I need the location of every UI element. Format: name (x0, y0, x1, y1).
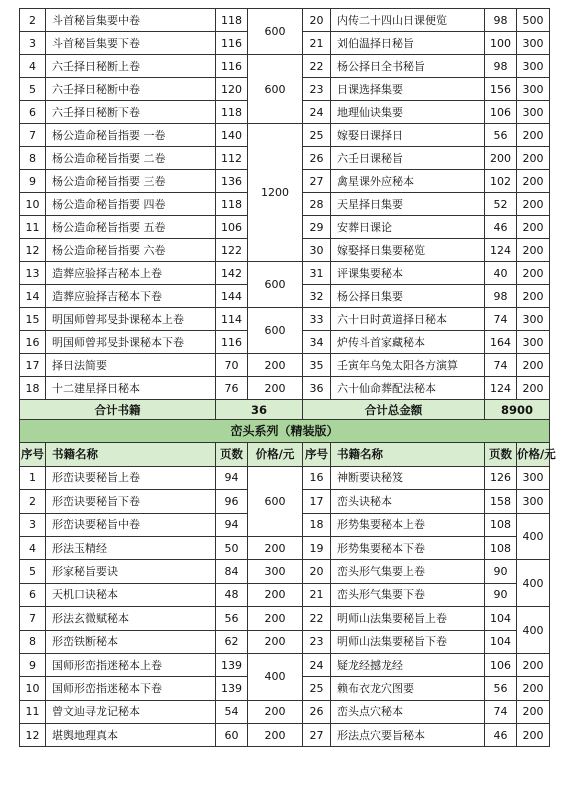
book-number: 26 (303, 700, 331, 723)
series-2-body (20, 420, 556, 747)
page-count: 56 (216, 607, 248, 630)
page-count: 50 (216, 536, 248, 559)
page-count: 62 (216, 630, 248, 653)
price-cell: 300 (517, 101, 550, 124)
book-title: 嫁娶日课择日 (331, 124, 485, 147)
page-count: 52 (485, 193, 517, 216)
book-title: 形法点穴要旨秘本 (331, 724, 485, 747)
page-count: 118 (216, 9, 248, 32)
header-price: 价格/元 (517, 443, 550, 466)
price-cell: 200 (248, 536, 303, 559)
page-count: 126 (485, 466, 517, 489)
table-row (20, 354, 550, 377)
page-count: 60 (216, 724, 248, 747)
page-count: 94 (216, 513, 248, 536)
page-count: 98 (485, 285, 517, 308)
book-number: 36 (303, 377, 331, 400)
page-count: 104 (485, 630, 517, 653)
page-count: 104 (485, 607, 517, 630)
book-title: 杨公造命秘旨指要 二卷 (46, 147, 216, 170)
price-cell: 200 (517, 677, 550, 700)
book-number: 30 (303, 239, 331, 262)
price-cell: 400 (517, 513, 550, 560)
price-cell: 200 (517, 700, 550, 723)
book-number: 24 (303, 653, 331, 676)
page-count: 116 (216, 331, 248, 354)
page-count: 94 (216, 466, 248, 489)
table-row (20, 700, 550, 723)
price-cell: 200 (517, 147, 550, 170)
book-title: 六十日时黄道择日秘本 (331, 308, 485, 331)
book-number: 9 (20, 653, 46, 676)
book-number: 9 (20, 170, 46, 193)
book-number: 27 (303, 170, 331, 193)
header-row (20, 443, 550, 466)
table-row (20, 466, 550, 489)
book-title: 杨公择日集要 (331, 285, 485, 308)
series-title: 峦头系列（精装版） (20, 420, 550, 443)
book-title: 评课集要秘本 (331, 262, 485, 285)
book-number: 35 (303, 354, 331, 377)
price-cell: 600 (248, 308, 303, 354)
book-title: 形家秘旨要诀 (46, 560, 216, 583)
book-number: 23 (303, 630, 331, 653)
book-title: 国师形峦指迷秘本下卷 (46, 677, 216, 700)
book-number: 6 (20, 583, 46, 606)
header-name: 书籍名称 (46, 443, 216, 466)
book-title: 天机口诀秘本 (46, 583, 216, 606)
page-count: 54 (216, 700, 248, 723)
page-count: 56 (485, 677, 517, 700)
table-row (20, 583, 550, 606)
book-title: 地理仙诀集要 (331, 101, 485, 124)
book-title: 斗首秘旨集要中卷 (46, 9, 216, 32)
page-count: 90 (485, 560, 517, 583)
book-number: 16 (20, 331, 46, 354)
page-count: 70 (216, 354, 248, 377)
book-number: 7 (20, 124, 46, 147)
book-number: 20 (303, 560, 331, 583)
book-title: 形峦诀要秘旨中卷 (46, 513, 216, 536)
series-2-table (19, 419, 556, 747)
page-count: 46 (485, 216, 517, 239)
book-number: 12 (20, 724, 46, 747)
page-count: 142 (216, 262, 248, 285)
book-number: 17 (303, 490, 331, 513)
book-title: 六壬日课秘旨 (331, 147, 485, 170)
book-number: 10 (20, 193, 46, 216)
price-cell: 200 (517, 262, 550, 285)
page-count: 164 (485, 331, 517, 354)
page-count: 112 (216, 147, 248, 170)
page-count: 118 (216, 193, 248, 216)
table-row (20, 630, 550, 653)
book-number: 13 (20, 262, 46, 285)
page-count: 139 (216, 677, 248, 700)
book-title: 杨公择日全书秘旨 (331, 55, 485, 78)
book-title: 明国师曾邦旻卦课秘本下卷 (46, 331, 216, 354)
book-number: 27 (303, 724, 331, 747)
page-count: 84 (216, 560, 248, 583)
book-title: 曾文辿寻龙记秘本 (46, 700, 216, 723)
page-count: 124 (485, 239, 517, 262)
price-cell: 200 (517, 193, 550, 216)
book-title: 峦头形气集要下卷 (331, 583, 485, 606)
book-number: 3 (20, 32, 46, 55)
page-count: 139 (216, 653, 248, 676)
page-count: 156 (485, 78, 517, 101)
page-count: 90 (485, 583, 517, 606)
page-count: 106 (216, 216, 248, 239)
price-cell: 200 (248, 630, 303, 653)
book-number: 24 (303, 101, 331, 124)
price-cell: 400 (248, 653, 303, 700)
price-cell: 1200 (248, 124, 303, 262)
book-title: 十二建星择日秘本 (46, 377, 216, 400)
page-count: 108 (485, 536, 517, 559)
table-row (20, 124, 550, 147)
book-number: 5 (20, 560, 46, 583)
header-name: 书籍名称 (331, 443, 485, 466)
page-count: 102 (485, 170, 517, 193)
price-cell: 200 (517, 124, 550, 147)
book-title: 峦头点穴秘本 (331, 700, 485, 723)
book-title: 嫁娶择日集要秘览 (331, 239, 485, 262)
book-title: 杨公造命秘旨指要 三卷 (46, 170, 216, 193)
table-row (20, 607, 550, 630)
book-number: 6 (20, 101, 46, 124)
book-number: 26 (303, 147, 331, 170)
price-cell: 400 (517, 560, 550, 607)
book-title: 六壬择日秘断下卷 (46, 101, 216, 124)
book-number: 10 (20, 677, 46, 700)
book-title: 杨公造命秘旨指要 四卷 (46, 193, 216, 216)
page-count: 96 (216, 490, 248, 513)
book-title: 造葬应验择吉秘本上卷 (46, 262, 216, 285)
price-cell: 200 (517, 239, 550, 262)
header-pages: 页数 (485, 443, 517, 466)
price-cell: 300 (517, 490, 550, 513)
book-title: 斗首秘旨集要下卷 (46, 32, 216, 55)
table-row (20, 9, 550, 32)
series-1-table (19, 8, 550, 423)
header-pages: 页数 (216, 443, 248, 466)
total-books-value: 36 (216, 400, 303, 423)
book-number: 21 (303, 32, 331, 55)
book-title: 形势集要秘本下卷 (331, 536, 485, 559)
series-1-body (20, 9, 550, 423)
price-cell: 600 (248, 9, 303, 55)
page-count: 100 (485, 32, 517, 55)
page-count: 48 (216, 583, 248, 606)
price-cell: 300 (517, 331, 550, 354)
book-title: 天星择日集要 (331, 193, 485, 216)
price-cell: 200 (517, 724, 550, 747)
page-count: 158 (485, 490, 517, 513)
price-cell: 600 (248, 262, 303, 308)
book-number: 23 (303, 78, 331, 101)
book-number: 18 (303, 513, 331, 536)
book-number: 14 (20, 285, 46, 308)
page-count: 56 (485, 124, 517, 147)
book-title: 明国师曾邦旻卦课秘本上卷 (46, 308, 216, 331)
page-count: 74 (485, 354, 517, 377)
page-count: 108 (485, 513, 517, 536)
price-cell: 200 (517, 354, 550, 377)
table-row (20, 55, 550, 78)
book-number: 8 (20, 147, 46, 170)
page-count: 200 (485, 147, 517, 170)
book-number: 8 (20, 630, 46, 653)
page-count: 106 (485, 101, 517, 124)
book-number: 11 (20, 216, 46, 239)
book-number: 4 (20, 55, 46, 78)
book-title: 炉传斗首家藏秘本 (331, 331, 485, 354)
book-title: 壬寅年乌兔太阳各方演算 (331, 354, 485, 377)
page-count: 116 (216, 55, 248, 78)
series-banner-row (20, 420, 550, 443)
header-price: 价格/元 (248, 443, 303, 466)
book-title: 堪舆地理真本 (46, 724, 216, 747)
book-title: 日课选择集要 (331, 78, 485, 101)
total-amount-value: 8900 (485, 400, 550, 423)
book-number: 33 (303, 308, 331, 331)
book-title: 峦头形气集要上卷 (331, 560, 485, 583)
book-number: 2 (20, 490, 46, 513)
book-number: 15 (20, 308, 46, 331)
page-count: 118 (216, 101, 248, 124)
price-cell: 300 (248, 560, 303, 583)
book-title: 六壬择日秘断中卷 (46, 78, 216, 101)
price-cell: 300 (517, 78, 550, 101)
book-number: 20 (303, 9, 331, 32)
page-count: 144 (216, 285, 248, 308)
page-count: 122 (216, 239, 248, 262)
book-title: 形法玉精经 (46, 536, 216, 559)
book-title: 明师山法集要秘旨下卷 (331, 630, 485, 653)
price-cell: 200 (517, 285, 550, 308)
price-cell: 200 (248, 583, 303, 606)
book-number: 25 (303, 124, 331, 147)
book-number: 2 (20, 9, 46, 32)
book-title: 择日法简要 (46, 354, 216, 377)
page-count: 74 (485, 308, 517, 331)
table-row (20, 377, 550, 400)
price-cell: 200 (517, 653, 550, 676)
book-number: 19 (303, 536, 331, 559)
book-title: 峦头诀秘本 (331, 490, 485, 513)
table-row (20, 653, 550, 676)
book-number: 12 (20, 239, 46, 262)
page-count: 76 (216, 377, 248, 400)
book-number: 34 (303, 331, 331, 354)
book-number: 1 (20, 466, 46, 489)
book-number: 16 (303, 466, 331, 489)
table-row (20, 536, 550, 559)
table-row (20, 724, 550, 747)
book-number: 28 (303, 193, 331, 216)
page-count: 98 (485, 55, 517, 78)
price-cell: 200 (248, 700, 303, 723)
page-count: 74 (485, 700, 517, 723)
price-cell: 300 (517, 308, 550, 331)
price-cell: 200 (248, 354, 303, 377)
page-count: 114 (216, 308, 248, 331)
page-count: 40 (485, 262, 517, 285)
page-count: 106 (485, 653, 517, 676)
table-row (20, 308, 550, 331)
book-number: 32 (303, 285, 331, 308)
book-number: 5 (20, 78, 46, 101)
table-row (20, 560, 550, 583)
price-cell: 600 (248, 55, 303, 124)
price-cell: 200 (248, 724, 303, 747)
price-cell: 200 (517, 377, 550, 400)
price-cell: 300 (517, 32, 550, 55)
book-number: 7 (20, 607, 46, 630)
book-number: 17 (20, 354, 46, 377)
book-title: 形势集要秘本上卷 (331, 513, 485, 536)
page-count: 120 (216, 78, 248, 101)
total-amount-label: 合计总金额 (303, 400, 485, 423)
book-title: 六壬择日秘断上卷 (46, 55, 216, 78)
book-title: 杨公造命秘旨指要 一卷 (46, 124, 216, 147)
book-title: 赖布衣龙穴图要 (331, 677, 485, 700)
price-cell: 500 (517, 9, 550, 32)
book-number: 25 (303, 677, 331, 700)
price-cell: 600 (248, 466, 303, 536)
book-title: 疑龙经撼龙经 (331, 653, 485, 676)
page-count: 116 (216, 32, 248, 55)
book-number: 22 (303, 55, 331, 78)
price-cell: 400 (517, 607, 550, 654)
book-number: 21 (303, 583, 331, 606)
book-number: 3 (20, 513, 46, 536)
page-count: 136 (216, 170, 248, 193)
page-count: 98 (485, 9, 517, 32)
book-number: 11 (20, 700, 46, 723)
total-books-label: 合计书籍 (20, 400, 216, 423)
book-title: 内传二十四山日课便览 (331, 9, 485, 32)
price-cell: 200 (517, 216, 550, 239)
header-number: 序号 (303, 443, 331, 466)
price-cell: 200 (517, 170, 550, 193)
book-title: 形峦诀要秘旨下卷 (46, 490, 216, 513)
book-title: 形峦诀要秘旨上卷 (46, 466, 216, 489)
book-title: 安葬日课论 (331, 216, 485, 239)
book-number: 18 (20, 377, 46, 400)
book-title: 杨公造命秘旨指要 五卷 (46, 216, 216, 239)
book-title: 明师山法集要秘旨上卷 (331, 607, 485, 630)
book-title: 禽星课外应秘本 (331, 170, 485, 193)
table-row (20, 262, 550, 285)
book-title: 六十仙命葬配法秘本 (331, 377, 485, 400)
price-cell: 200 (248, 607, 303, 630)
book-title: 造葬应验择吉秘本下卷 (46, 285, 216, 308)
price-cell: 200 (248, 377, 303, 400)
book-number: 22 (303, 607, 331, 630)
book-title: 形法玄微赋秘本 (46, 607, 216, 630)
book-number: 29 (303, 216, 331, 239)
book-title: 形峦铁断秘本 (46, 630, 216, 653)
book-title: 杨公造命秘旨指要 六卷 (46, 239, 216, 262)
page-count: 140 (216, 124, 248, 147)
book-number: 4 (20, 536, 46, 559)
page-count: 46 (485, 724, 517, 747)
book-title: 刘伯温择日秘旨 (331, 32, 485, 55)
page-count: 124 (485, 377, 517, 400)
book-title: 神断要诀秘笈 (331, 466, 485, 489)
price-cell: 300 (517, 466, 550, 489)
book-title: 国师形峦指迷秘本上卷 (46, 653, 216, 676)
book-number: 31 (303, 262, 331, 285)
header-number: 序号 (20, 443, 46, 466)
price-cell: 300 (517, 55, 550, 78)
